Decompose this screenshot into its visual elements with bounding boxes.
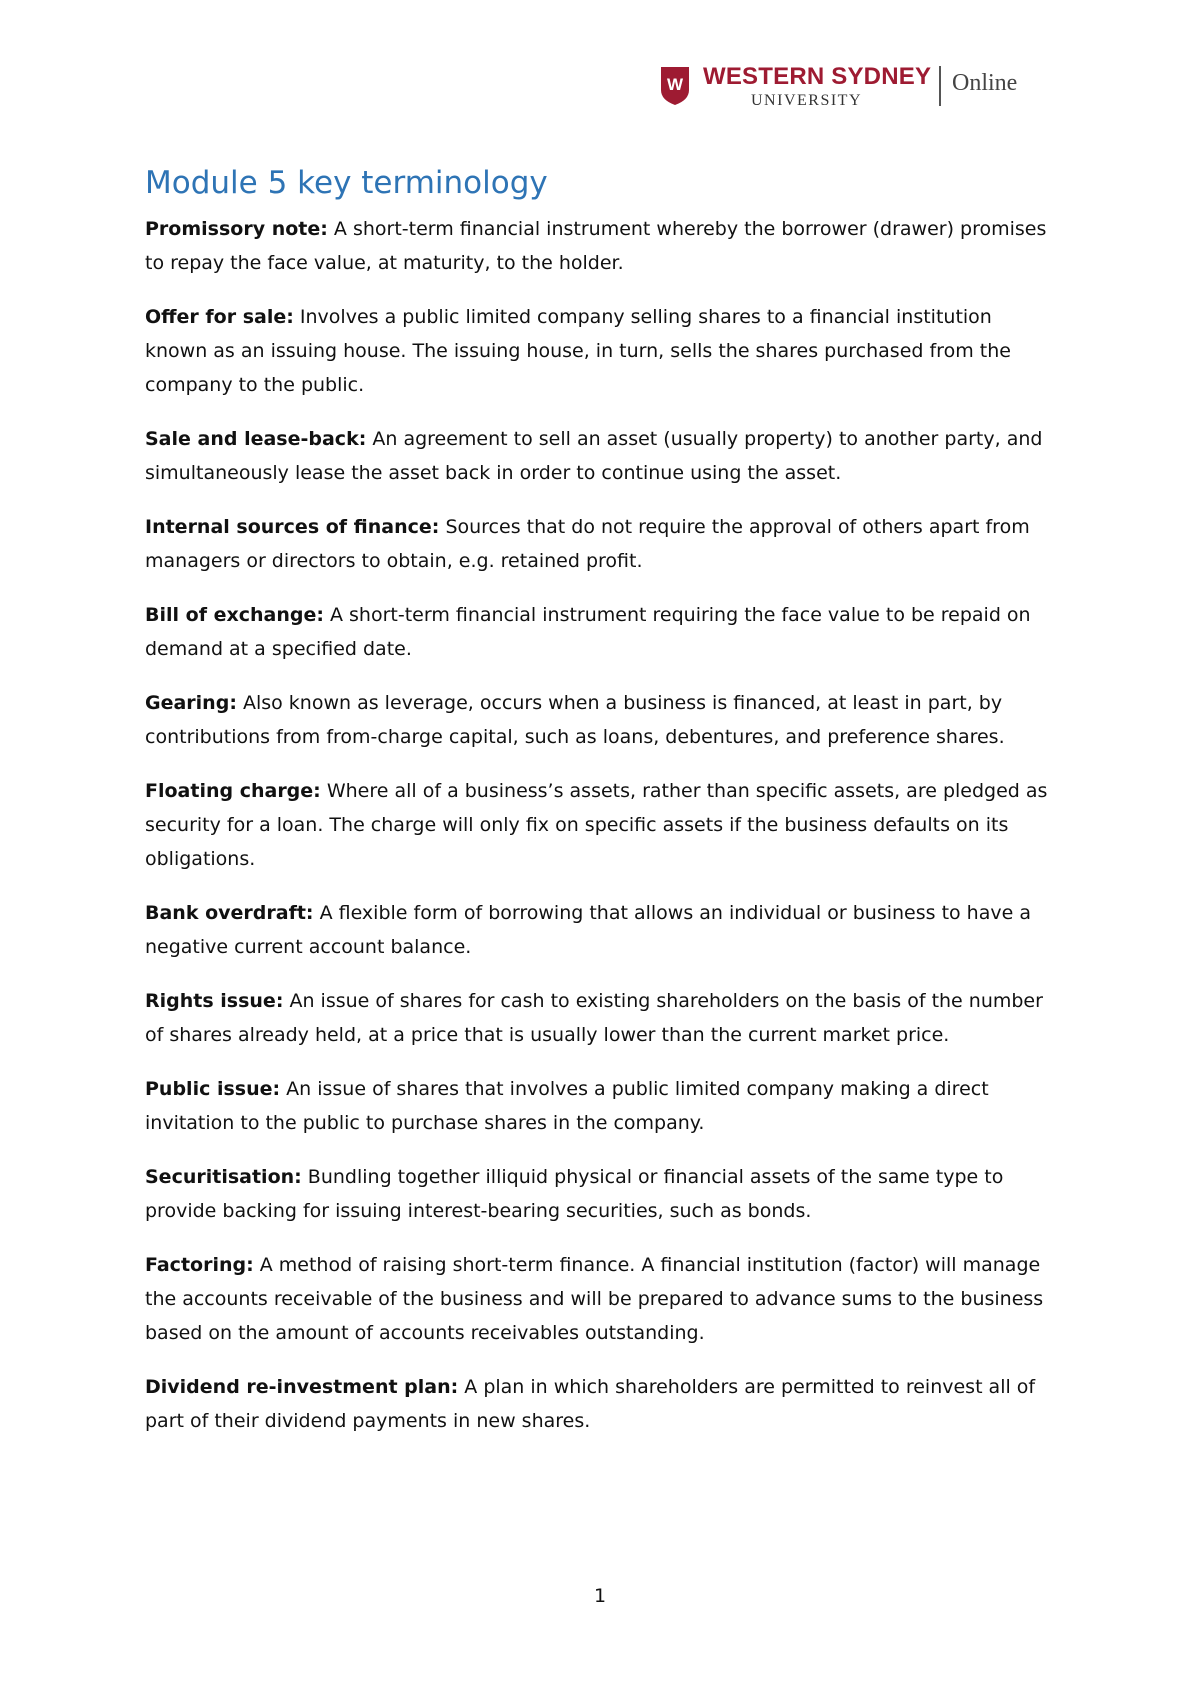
term-definition: An agreement to sell an asset (usually property) to another party, and simultaneously lease the asset back in order to continue using the asset.	[145, 428, 1043, 484]
term-entry	[145, 774, 1060, 876]
term-name: Securitisation:	[145, 1166, 302, 1188]
logo-university-subtitle: UNIVERSITY	[751, 92, 862, 109]
term-name: Internal sources of finance:	[145, 516, 440, 538]
page-number: 1	[593, 1585, 607, 1607]
term-definition: Sources that do not require the approval of others apart from managers or directors to obtain, e.g. retained profit.	[145, 516, 1030, 572]
term-definition: A short-term financial instrument whereby the borrower (drawer) promises to repay the face value, at maturity, to the holder.	[145, 218, 1047, 274]
term-definition: A short-term financial instrument requiring the face value to be repaid on demand at a specified date.	[145, 604, 1031, 660]
term-entry	[145, 1248, 1060, 1350]
term-name: Offer for sale:	[145, 306, 294, 328]
term-entry	[145, 1370, 1060, 1438]
term-entry	[145, 1072, 1060, 1140]
term-name: Rights issue:	[145, 990, 284, 1012]
term-name: Bank overdraft:	[145, 902, 314, 924]
term-definition: A method of raising short-term finance. A financial institution (factor) will manage the accounts receivable of the business and will be prepared to advance sums to the business based on the amount of accounts receivables outstanding.	[145, 1254, 1044, 1344]
term-definition: A plan in which shareholders are permitted to reinvest all of part of their dividend payments in new shares.	[145, 1376, 1036, 1432]
logo-online-label: Online	[952, 70, 1018, 96]
term-name: Factoring:	[145, 1254, 254, 1276]
university-logo	[655, 58, 1035, 118]
term-entry	[145, 984, 1060, 1052]
term-definition: A flexible form of borrowing that allows an individual or business to have a negative current account balance.	[145, 902, 1031, 958]
term-entry	[145, 422, 1060, 490]
term-definition: An issue of shares that involves a public limited company making a direct invitation to the public to purchase shares in the company.	[145, 1078, 989, 1134]
logo-divider	[939, 66, 941, 106]
term-definition: Also known as leverage, occurs when a business is financed, at least in part, by contributions from from-charge capital, such as loans, debentures, and preference shares.	[145, 692, 1005, 748]
term-name: Sale and lease-back:	[145, 428, 367, 450]
term-entry	[145, 1160, 1060, 1228]
term-name: Public issue:	[145, 1078, 281, 1100]
term-entry	[145, 212, 1060, 280]
page-title: Module 5 key terminology	[145, 165, 548, 201]
term-name: Floating charge:	[145, 780, 321, 802]
term-entry	[145, 300, 1060, 402]
term-definition: Where all of a business’s assets, rather than specific assets, are pledged as security for a loan. The charge will only fix on specific assets if the business defaults on its obligations.	[145, 780, 1048, 870]
terminology-list	[145, 212, 1060, 1458]
term-entry	[145, 896, 1060, 964]
term-name: Promissory note:	[145, 218, 328, 240]
term-name: Dividend re-investment plan:	[145, 1376, 459, 1398]
term-entry	[145, 686, 1060, 754]
term-definition: Bundling together illiquid physical or financial assets of the same type to provide backing for issuing interest-bearing securities, such as bonds.	[145, 1166, 1004, 1222]
logo-letter: W	[666, 75, 684, 94]
term-name: Gearing:	[145, 692, 237, 714]
term-entry	[145, 598, 1060, 666]
university-shield-icon	[660, 66, 690, 106]
term-entry	[145, 510, 1060, 578]
logo-university-name: WESTERN SYDNEY	[703, 63, 932, 90]
term-definition: An issue of shares for cash to existing shareholders on the basis of the number of shares already held, at a price that is usually lower than the current market price.	[145, 990, 1043, 1046]
term-definition: Involves a public limited company selling shares to a financial institution known as an issuing house. The issuing house, in turn, sells the shares purchased from the company to the public.	[145, 306, 1011, 396]
term-name: Bill of exchange:	[145, 604, 324, 626]
